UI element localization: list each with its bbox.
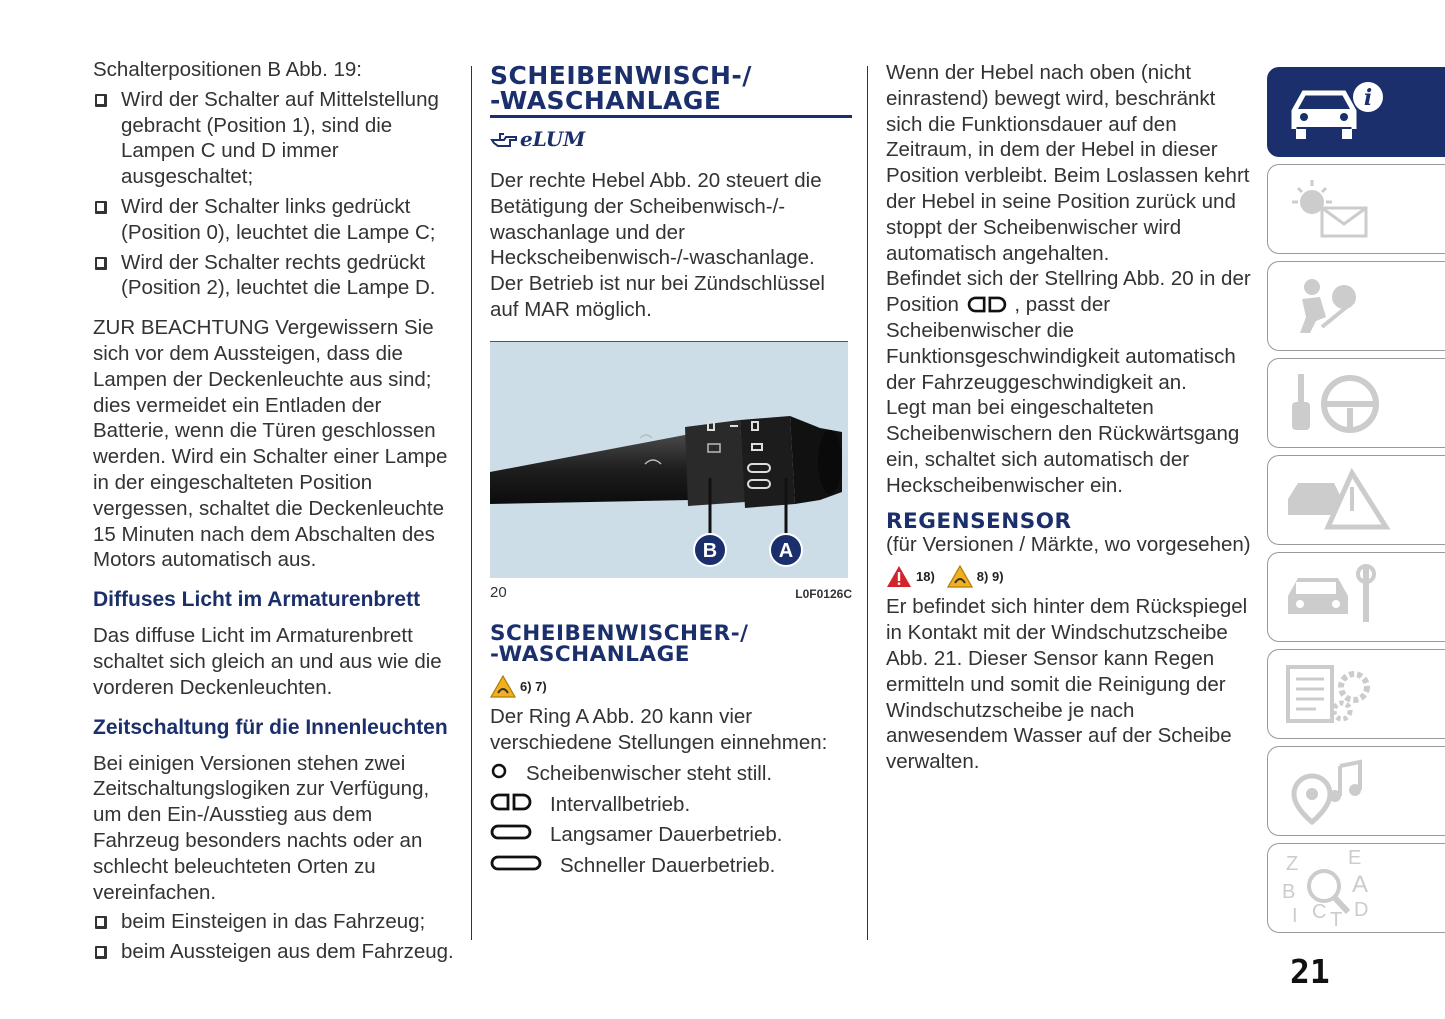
index-letter: C [1312, 901, 1327, 923]
timer-heading: Zeitschaltung für die Innenleuchten [93, 715, 448, 739]
interval-position-icon [490, 790, 550, 821]
warning-refs [490, 675, 852, 698]
switch-positions-intro: Schalterpositionen B Abb. 19: [93, 58, 362, 81]
warning-yellow-refs-text: 8) 9) [976, 569, 1004, 585]
index-icon [1282, 848, 1392, 928]
figure-code: L0F0126C [795, 586, 852, 601]
rain-sensor-subtitle: (für Versionen / Märkte, wo vorgesehen) [886, 532, 1251, 556]
column-divider [471, 66, 472, 940]
multimedia-icon [1282, 756, 1392, 826]
position-row [490, 790, 852, 821]
list-item: beim Einsteigen in das Fahrzeug; [93, 909, 455, 935]
label-b: B [702, 539, 718, 562]
tab-multimedia[interactable] [1267, 746, 1445, 836]
fast-position-icon [490, 851, 560, 882]
off-position-icon [490, 759, 526, 790]
rain-sensor-paragraph: Er befindet sich hinter dem Rückspiegel in Kontakt mit der Windschutzscheibe Abb. 21. Dieser Sensor kann Regen ermitteln und somit die Reinigung der Windschutzscheibe je nach anwesendem Wasser auf der Scheibe verwalten. [886, 595, 1248, 774]
index-letter: B [1282, 881, 1296, 903]
index-letter: E [1348, 848, 1362, 869]
index-letter: Z [1286, 853, 1299, 875]
subsection-title-line2: -WASCHANLAGE [490, 641, 690, 667]
index-letter: T [1330, 909, 1343, 928]
car-maintenance-icon [1282, 562, 1392, 632]
interval-position-icon [967, 296, 1007, 313]
tab-starting-driving[interactable] [1267, 358, 1445, 448]
svg-text:i: i [1363, 85, 1373, 111]
elum-label: eLUM [520, 127, 586, 151]
section-title-line1: SCHEIBENWISCH-/ [490, 61, 752, 90]
car-info-icon [1282, 77, 1392, 147]
hand-pointer-icon [490, 128, 518, 150]
tab-emergency[interactable] [1267, 455, 1445, 545]
left-column [93, 55, 455, 965]
auto-speed-paragraph [886, 266, 1251, 395]
list-item: beim Aussteigen aus dem Fahrzeug. [93, 939, 455, 965]
section-title [490, 63, 852, 118]
emergency-icon [1282, 465, 1392, 535]
index-letter: D [1354, 899, 1369, 921]
lever-up-paragraph: Wenn der Hebel nach oben (nicht einrastend) bewegt wird, beschränkt sich die Funktionsdauer auf den Zeitraum, in dem der Hebel in dieser Position verbleibt. Beim Loslassen kehrt der Hebel in seine Position zurück und stoppt der Scheibenwischer wird automatisch angehalten. [886, 61, 1250, 265]
list-item: Wird der Schalter links gedrückt (Position 0), leuchtet die Lampe C; [93, 194, 455, 246]
tab-index[interactable] [1267, 843, 1445, 933]
tab-lights-warnings[interactable] [1267, 164, 1445, 254]
note-paragraph: ZUR BEACHTUNG Vergewissern Sie sich vor dem Aussteigen, dass die Lampen der Deckenleuchte aus sind; dies vermeidet ein Entladen der Batterie, wenn die Türen geschlossen werden. Wird ein Schalter einer Lampe in der eingeschalteten Position vergessen, schaltet die Deckenleuchte 15 Minuten nach dem Abschalten des Motors automatisch aus. [93, 316, 448, 572]
ring-paragraph: Der Ring A Abb. 20 kann vier verschiedene Stellungen einnehmen: [490, 704, 828, 754]
label-a: A [778, 539, 794, 562]
warning-refs-text: 6) 7) [520, 678, 547, 694]
position-row [490, 820, 852, 851]
list-item: Wird der Schalter auf Mittelstellung gebracht (Position 1), sind die Lampen C und D immer ausgeschaltet; [93, 87, 455, 190]
caution-yellow-icon [490, 675, 516, 698]
position-off-label: Scheibenwischer steht still. [526, 762, 773, 786]
warning-red-refs-text: 18) [916, 569, 935, 585]
subsection-title-line1: SCHEIBENWISCHER-/ [490, 620, 749, 646]
rain-warning-refs [886, 565, 1251, 588]
diffuse-light-heading: Diffuses Licht im Armaturenbrett [93, 588, 421, 612]
section-title-line2: -WASCHANLAGE [490, 86, 722, 115]
technical-data-icon [1282, 659, 1392, 729]
rain-sensor-heading: REGENSENSOR [886, 508, 1072, 534]
warning-red-icon [886, 565, 912, 588]
middle-column [490, 63, 852, 881]
caution-yellow-icon [947, 565, 973, 588]
wiper-lever-illustration [490, 342, 848, 578]
timer-paragraph: Bei einigen Versionen stehen zwei Zeitschaltungslogiken zur Verfügung, um den Ein-/Ausstieg aus dem Fahrzeug besonders nachts oder an schlecht beleuchteten Orten zu vereinfachen. [93, 751, 430, 904]
position-row [490, 851, 852, 882]
position-slow-label: Langsamer Dauerbetrieb. [550, 823, 783, 847]
subsection-title [490, 620, 852, 667]
wiper-intro-paragraph: Der rechte Hebel Abb. 20 steuert die Betätigung der Scheibenwisch-/-waschanlage und der Heckscheibenwisch-/-waschanlage. Der Betrieb ist nur bei Zündschlüssel auf MAR möglich. [490, 169, 825, 321]
diffuse-light-paragraph: Das diffuse Licht im Armaturenbrett schaltet sich gleich an und aus wie die vorderen Deckenleuchten. [93, 624, 442, 699]
page-number: 21 [1290, 952, 1330, 991]
reverse-gear-paragraph: Legt man bei eingeschalteten Scheibenwischern den Rückwärtsgang ein, schaltet sich automatisch der Heckscheibenwischer ein. [886, 396, 1240, 497]
index-letter: A [1352, 871, 1369, 898]
figure-number: 20 [490, 583, 507, 601]
tab-maintenance[interactable] [1267, 552, 1445, 642]
position-fast-label: Schneller Dauerbetrieb. [560, 853, 776, 877]
elum-icon [490, 126, 852, 152]
position-row [490, 759, 852, 790]
auto-speed-text-before: Befindet sich der Stellring Abb. 20 in der Position [886, 267, 1251, 317]
list-item: Wird der Schalter rechts gedrückt (Position 2), leuchtet die Lampe D. [93, 250, 455, 302]
index-letter: I [1292, 905, 1298, 927]
slow-position-icon [490, 820, 550, 851]
key-steering-icon [1282, 368, 1392, 438]
tab-safety[interactable] [1267, 261, 1445, 351]
safety-airbag-icon [1282, 271, 1392, 341]
wiper-lever-figure [490, 341, 848, 578]
auto-speed-text-after: , passt der Scheibenwischer die Funktionsgeschwindigkeit automatisch der Fahrzeuggeschwindigkeit an. [886, 293, 1236, 394]
right-column [886, 60, 1251, 775]
lights-warning-icon [1282, 174, 1392, 244]
column-divider [867, 66, 868, 940]
tab-technical-data[interactable] [1267, 649, 1445, 739]
tab-car-info[interactable] [1267, 67, 1445, 157]
position-interval-label: Intervallbetrieb. [550, 792, 691, 816]
figure-caption [490, 584, 852, 601]
